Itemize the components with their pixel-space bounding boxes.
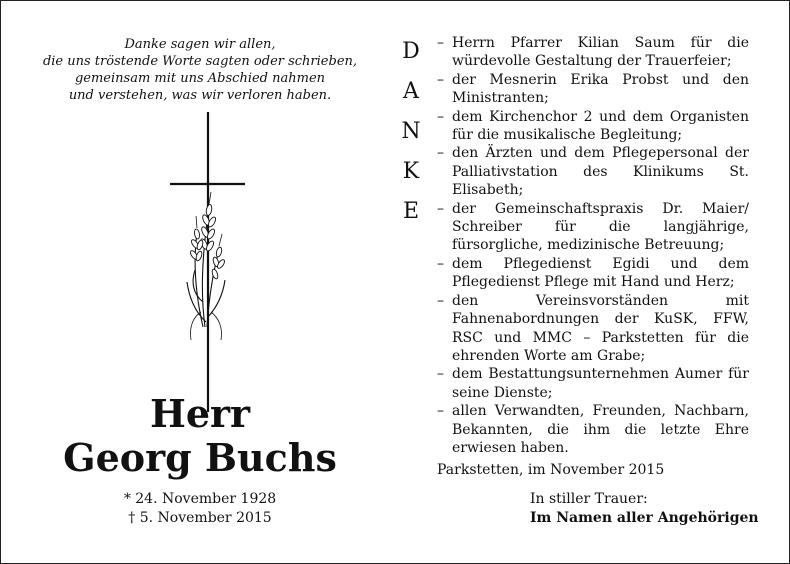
mourning-line: In stiller Trauer: (530, 491, 648, 507)
thanks-item-text: der Mesnerin Erika Probst und den Ministranten; (452, 71, 749, 107)
danke-vertical (398, 32, 424, 232)
thanks-item (437, 71, 749, 108)
danke-letter: A (403, 79, 419, 104)
item-dash: – (437, 292, 444, 309)
danke-letter: K (402, 159, 420, 184)
birth-date: * 24. November 1928 (123, 491, 277, 507)
thanks-item-text: Herrn Pfarrer Kilian Saum für die würdevolle Gestaltung der Trauerfeier; (452, 35, 749, 70)
thanks-item-text: den Ärzten und dem Pflegepersonal der Palliativstation des Klinikums St. Elisabeth; (452, 145, 749, 199)
item-dash: – (437, 403, 444, 420)
intro-line: die uns tröstende Worte sagten oder schrieben, (42, 54, 358, 69)
danke-letter: N (401, 119, 421, 144)
intro-line: und verstehen, was wir verloren haben. (68, 88, 332, 103)
thanks-item-text: der Gemeinschaftspraxis Dr. Maier/ Schreiber für die langjährige, fürsorgliche, medizinische Betreuung; (452, 200, 749, 254)
thanks-item-text: dem Kirchenchor 2 und dem Organisten für die musikalische Begleitung; (452, 108, 749, 144)
thanks-item (437, 292, 749, 366)
item-dash: – (437, 71, 444, 88)
intro-text (30, 36, 370, 104)
thanks-item-text: dem Bestattungsunternehmen Aumer für seine Dienste; (452, 366, 749, 401)
mourning-signature (530, 490, 759, 528)
cross-with-wheat-ears-icon (165, 112, 255, 412)
death-date: † 5. November 2015 (128, 510, 272, 526)
item-dash: – (437, 108, 444, 125)
thanks-item (437, 34, 749, 71)
intro-line: gemeinsam mit uns Abschied nahmen (74, 71, 326, 86)
thanks-item-text: dem Pflegedienst Egidi und dem Pflegedienst Pflege mit Hand und Herz; (452, 255, 749, 291)
thanks-item (437, 402, 749, 457)
full-name: Georg Buchs (63, 435, 337, 480)
life-dates (40, 490, 360, 528)
item-dash: – (437, 35, 444, 51)
item-dash: – (437, 200, 444, 217)
thanks-item (437, 255, 749, 292)
thanks-item (437, 365, 749, 402)
thanks-item-text: den Vereinsvorständen mit Fahnenabordnungen der KuSK, FFW, RSC und MMC – Parkstetten für die ehrenden Worte am Grabe; (452, 292, 749, 364)
thanks-item-text: allen Verwandten, Freunden, Nachbarn, Bekannten, die ihm die letzte Ehre erwiesen haben. (452, 403, 749, 456)
item-dash: – (437, 366, 444, 383)
thanks-item (437, 108, 749, 145)
place-date: Parkstetten, im November 2015 (437, 462, 665, 478)
danke-letter: E (402, 199, 420, 224)
family-signature: Im Namen aller Angehörigen (530, 510, 759, 526)
thanks-list (437, 34, 749, 457)
name-title: Herr (149, 391, 251, 436)
item-dash: – (437, 255, 444, 272)
item-dash: – (437, 145, 444, 162)
danke-letter: D (402, 39, 420, 64)
intro-line: Danke sagen wir allen, (124, 37, 276, 52)
thanks-item (437, 144, 749, 199)
thanks-item (437, 200, 749, 255)
deceased-name (40, 392, 360, 480)
